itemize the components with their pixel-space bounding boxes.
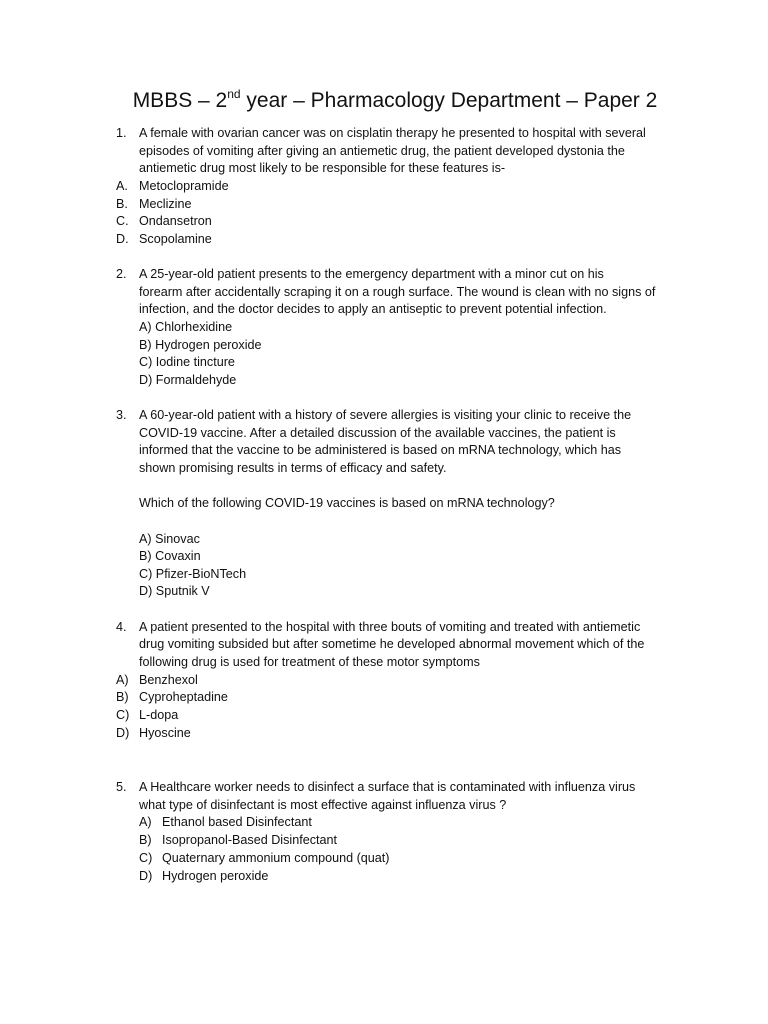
option-letter: D) [139, 869, 153, 883]
option-text: Hyoscine [139, 726, 191, 740]
question-text-line: A 25-year-old patient presents to the emergency department with a minor cut on his [139, 267, 604, 281]
question-text-line: what type of disinfectant is most effective against influenza virus ? [139, 798, 507, 812]
page-title [0, 86, 768, 116]
option-letter: A. [116, 179, 128, 193]
question-number: 1. [116, 126, 127, 140]
option-text: Quaternary ammonium compound (quat) [162, 851, 390, 865]
question-text-line: A patient presented to the hospital with three bouts of vomiting and treated with antiemetic [139, 620, 641, 634]
option-text: D) Formaldehyde [139, 373, 237, 387]
option-letter: C) [116, 708, 130, 722]
option-letter: B) [116, 690, 129, 704]
option-text: Isopropanol-Based Disinfectant [162, 833, 338, 847]
option-text: A) Sinovac [139, 532, 200, 546]
title-main: MBBS – 2 [132, 89, 228, 112]
option-letter: D) [116, 726, 130, 740]
question-text-line: COVID-19 vaccine. After a detailed discussion of the available vaccines, the patient is [139, 426, 616, 440]
question-text-line: forearm after accidentally scraping it on a rough surface. The wound is clean with no signs of [139, 285, 656, 299]
option-letter: B) [139, 833, 152, 847]
option-text: Benzhexol [139, 673, 198, 687]
question-number: 3. [116, 408, 127, 422]
question-text-line: antiemetic drug most likely to be responsible for these features is- [139, 161, 506, 175]
question-text-line: shown promising results in terms of efficacy and safety. [139, 461, 447, 475]
option-text: B) Covaxin [139, 549, 201, 563]
option-text: A) Chlorhexidine [139, 320, 233, 334]
option-text: Ethanol based Disinfectant [162, 815, 312, 829]
question-text-line: episodes of vomiting after giving an antiemetic drug, the patient developed dystonia the [139, 144, 625, 158]
question-number: 4. [116, 620, 127, 634]
option-text: B) Hydrogen peroxide [139, 338, 262, 352]
title-superscript: nd [227, 87, 241, 101]
question-number: 2. [116, 267, 127, 281]
option-letter: C) [139, 851, 153, 865]
option-text: Hydrogen peroxide [162, 869, 269, 883]
question-number: 5. [116, 780, 127, 794]
question-prompt: Which of the following COVID-19 vaccines is based on mRNA technology? [139, 496, 555, 510]
option-letter: C. [116, 214, 129, 228]
option-text: Scopolamine [139, 232, 212, 246]
question-text-line: drug vomiting subsided but after sometime he developed abnormal movement which of the [139, 637, 645, 651]
option-text: Meclizine [139, 197, 192, 211]
option-text: Ondansetron [139, 214, 212, 228]
question-text-line: following drug is used for treatment of these motor symptoms [139, 655, 480, 669]
option-letter: A) [139, 815, 152, 829]
question-text-line: A 60-year-old patient with a history of severe allergies is visiting your clinic to receive the [139, 408, 632, 422]
option-text: Cyproheptadine [139, 690, 228, 704]
option-letter: A) [116, 673, 129, 687]
option-letter: D. [116, 232, 129, 246]
question-text-line: A female with ovarian cancer was on cisplatin therapy he presented to hospital with several [139, 126, 646, 140]
option-text: Metoclopramide [139, 179, 229, 193]
question-text-line: informed that the vaccine to be administered is based on mRNA technology, which has [139, 443, 622, 457]
title-rest: year – Pharmacology Department – Paper 2 [240, 89, 658, 112]
question-text-line: infection, and the doctor decides to apply an antiseptic to prevent potential infection. [139, 302, 607, 316]
option-text: C) Iodine tincture [139, 355, 235, 369]
question-text-line: A Healthcare worker needs to disinfect a surface that is contaminated with influenza virus [139, 780, 636, 794]
option-letter: B. [116, 197, 128, 211]
option-text: C) Pfizer-BioNTech [139, 567, 247, 581]
option-text: D) Sputnik V [139, 584, 210, 598]
option-text: L-dopa [139, 708, 179, 722]
